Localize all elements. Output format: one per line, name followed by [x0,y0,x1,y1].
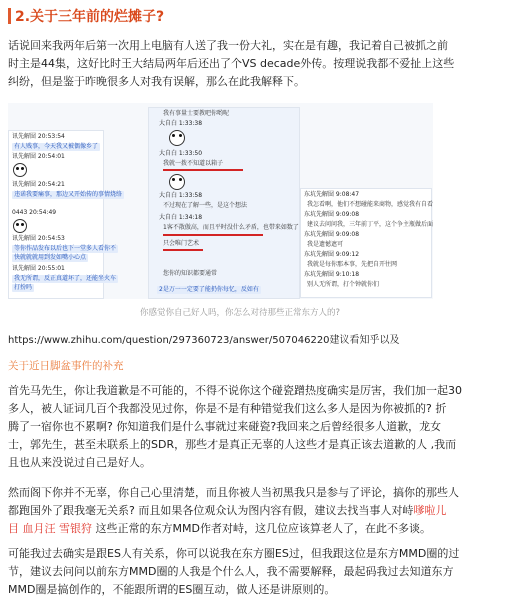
paragraph-line: 首先马先生，你让我道歉是不可能的，不得不说你这个碰瓷蹭热度确实是厉害，我们加一起30 [8,384,462,397]
chat-sender: 讯先解囧 20:54:53 [12,235,65,242]
chat-bubble: 违诺我要痛事，那边又开始传的事情烧络 [14,191,123,198]
panda-sticker-icon [169,130,185,146]
chat-bubble: 有人贱事，今天我又被偶像乡了 [14,143,99,150]
paragraph-closing [8,545,504,599]
chat-sender: 0443 20:54:49 [12,209,57,216]
chat-bubble: 等你作品发布以后也下一堂多人看你不 [14,245,117,252]
chat-bubble: 快就就就用到发如嘴小心点 [14,254,87,261]
chat-sender: 东坑先解囧 9:09:12 [304,251,360,258]
chat-sender: 讯先解囧 20:53:54 [12,133,65,140]
chat-sender: 大自白 1:34:18 [159,214,203,221]
paragraph-line [8,520,504,538]
chat-sender: 东坑先解囧 9:09:08 [304,231,360,238]
chat-sender: 讯先解囧 20:54:21 [12,181,65,188]
panda-sticker-icon [13,163,27,177]
chat-bubble: 我无所谓，反正真道坏了，还能坐火车 [14,275,117,282]
chat-sender: 东坑先解囧 9:08:47 [304,191,360,198]
intro-line: 话说回来我两年后第一次用上电脑有人送了我一份大礼，实在是有趣，我记着自己被抓之前 [8,39,448,52]
panda-sticker-icon [169,174,185,190]
chat-sender: 大自白 1:33:50 [159,150,203,157]
chat-message: 不过现在了解一些，是这个想法 [163,202,248,209]
paragraph-line: 可能我过去确实是跟ES人有关系，你可以说我在东方圈ES过，但我跟这位是东方MMD圈的过 [8,547,460,560]
paragraph-line: 且也从来没说过自己是好人。 [8,456,151,469]
chat-bubble: 2是万一一定要了能扔你每忆，反如有 [159,286,259,293]
chat-panel-right [300,188,432,298]
chat-bubble: 打扮吗 [14,284,33,291]
panda-sticker-icon [13,219,27,233]
section-heading [8,6,188,26]
paragraph-line [8,502,504,520]
chat-message: 我有事量士要教吧你哟呢 [163,110,230,117]
chat-sender: 东坑先解囧 9:10:18 [304,271,360,278]
paragraph-response [8,382,504,472]
chat-message: 我就是每你那本事，先把自开往网 [307,261,398,268]
reference-link[interactable]: https://www.zhihu.com/question/297360723/answer/507046220建议看知乎以及 [8,335,400,346]
chat-sender: 讯先解囧 20:55:01 [12,265,65,272]
paragraph-text: 这些正常的东方MMD作者对峙，这几位应该算老人了，在此不多谈。 [92,522,431,535]
chat-message: 1客不散傲高，而且平时没什么矛盾，也带来如数了 [163,224,299,231]
chat-panel-middle [148,107,300,299]
chat-sender: 大自白 1:33:38 [159,120,203,127]
intro-line: 时主是44集，这好比时王大结局两年后还出了个VS decade外传。按理说我都不爱扯上这些 [8,57,455,70]
paragraph-line: 腾了一宿你也不累啊? 你知道我们是什么事就过来碰瓷?我回来之后曾经很多人道歉，龙女 [8,420,442,433]
paragraph-line: 多人，被人证词几百个我都没见过你，你是不是有种错觉我们这么多人是因为你被抓的? 折 [8,402,447,415]
paragraph-text: 都跑国外了跟我毫无关系? 而且如果各位观众认为图内容有假，建议去找当事人对峙 [8,504,414,517]
highlighted-names: 目 血月汪 雪银狩 [8,522,92,535]
chat-message: 别人无所谓，打个钟就你们 [307,281,380,288]
paragraph-line: 节，建议去问问以前东方MMD圈的人我是个什么人，我不需要解释，最起码我过去知道东方 [8,565,454,578]
red-underline [163,169,243,171]
paragraph-line: 然而阁下你并不无辜，你自己心里清楚，而且你被人当初黑我只是参与了评论，搞你的那些人 [8,486,459,499]
image-caption: 你感觉你自己好人吗，你怎么对待那些正常东方人的? [140,308,341,318]
chat-message: 您你的知识都要通常 [163,270,218,277]
red-underline [163,234,263,236]
paragraph-line: 士，郭先生，甚至未联系上的SDR，那些才是真正无辜的人这些才是真正该去道歉的人 ,我而 [8,438,457,451]
supplement-subheading: 关于近日脚盆事件的补充 [8,360,124,372]
paragraph-rebuttal [8,484,504,538]
chat-message: 我是遗憾遮可 [307,241,344,248]
chat-sender: 讯先解囧 20:54:01 [12,153,65,160]
highlighted-names: 嗲啦儿 [413,504,447,517]
chat-screenshot-collage [8,103,433,299]
section-heading-text: 2.关于三年前的烂摊子? [15,9,165,25]
chat-message: 我怎看啊，他们不想碰能来商物，感觉我有自看 [307,201,434,208]
intro-paragraph [8,37,504,91]
chat-message: 我就一拨不知道以箱子 [163,160,224,167]
paragraph-line: MMD圈是搞创作的，不能跟所谓的ES圈互动，做人还是讲原则的。 [8,583,336,596]
chat-panel-left [8,130,123,299]
chat-message: 建议去问问我，三年前丁平，这个争主瓶做后面 [307,221,434,228]
heading-accent-bar [8,8,11,24]
intro-line: 纠纷，但是鉴于昨晚很多人对我有误解，那么在此我解释下。 [8,75,305,88]
chat-sender: 大自白 1:33:58 [159,192,203,199]
red-underline [163,249,203,251]
chat-message: 只会唯门艺术 [163,240,200,247]
chat-sender: 东坑先解囧 9:09:08 [304,211,360,218]
